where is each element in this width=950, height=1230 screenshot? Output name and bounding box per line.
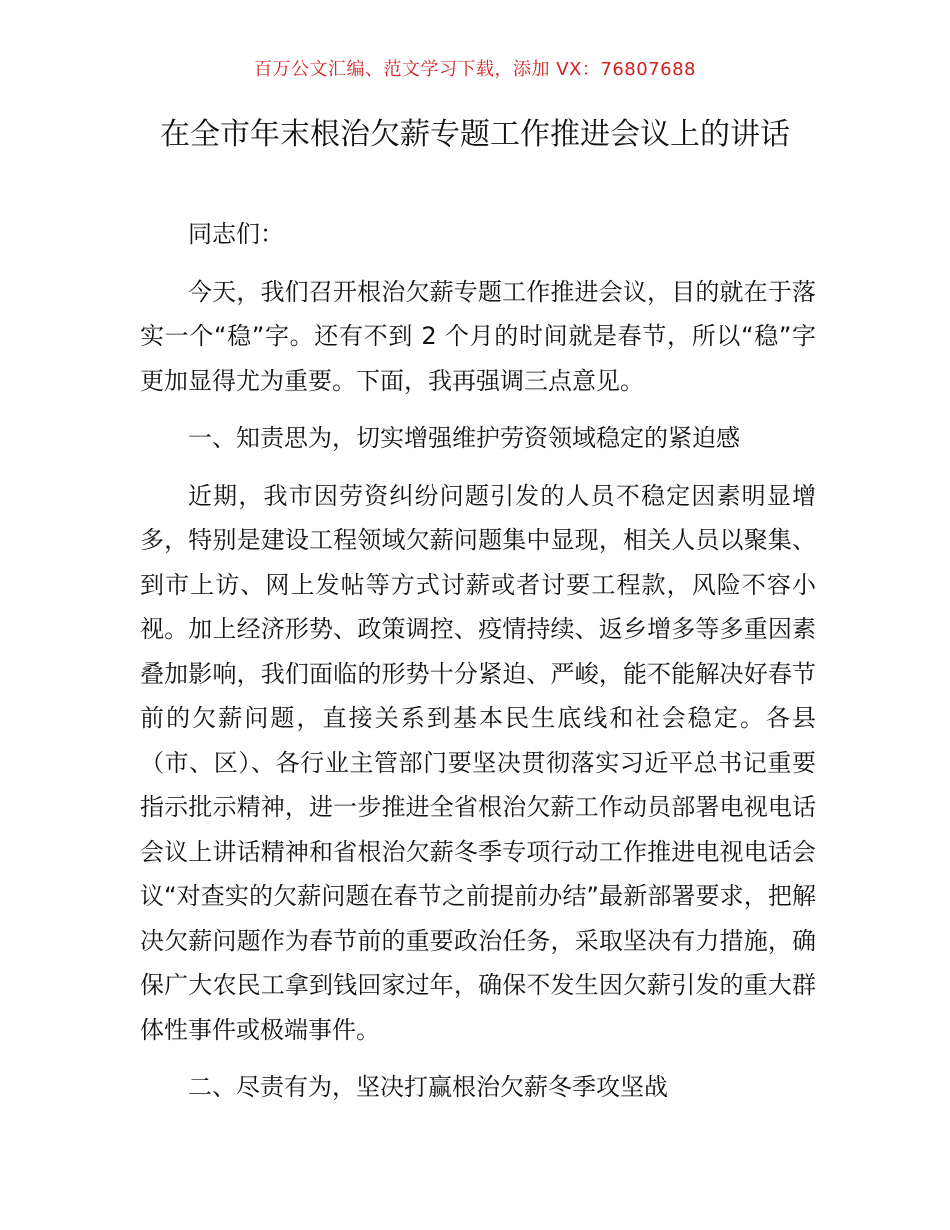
salutation: 同志们： [188, 220, 284, 248]
intro-paragraph: 今天，我们召开根治欠薪专题工作推进会议，目的就在于落实一个“稳”字。还有不到 2 个月的时间就是春节，所以“稳”字更加显得尤为重要。下面，我再强调三点意见。 [140, 277, 816, 395]
document-body [140, 212, 816, 1110]
watermark-header: 百万公文汇编、范文学习下载，添加 VX：76807688 [254, 59, 696, 80]
body-paragraph: 近期，我市因劳资纠纷问题引发的人员不稳定因素明显增多，特别是建设工程领域欠薪问题集中显现，相关人员以聚集、到市上访、网上发帖等方式讨薪或者讨要工程款，风险不容小视。加上经济形势、政策调控、疫情持续、返乡增多等多重因素叠加影响，我们面临的形势十分紧迫、严峻，能不能解决好春节前的欠薪问题，直接关系到基本民生底线和社会稳定。各县（市、区）、各行业主管部门要坚决贯彻落实习近平总书记重要指示批示精神，进一步推进全省根治欠薪工作动员部署电视电话会议上讲话精神和省根治欠薪冬季专项行动工作推进电视电话会议“对查实的欠薪问题在春节之前提前办结”最新部署要求，把解决欠薪问题作为春节前的重要政治任务，采取坚决有力措施，确保广大农民工拿到钱回家过年，确保不发生因欠薪引发的重大群体性事件或极端事件。 [140, 481, 816, 1044]
document-title: 在全市年末根治欠薪专题工作推进会议上的讲话 [160, 117, 790, 152]
section-heading-2: 二、尽责有为，坚决打赢根治欠薪冬季攻坚战 [188, 1073, 668, 1101]
section-heading-1: 一、知责思为，切实增强维护劳资领域稳定的紧迫感 [188, 424, 740, 452]
